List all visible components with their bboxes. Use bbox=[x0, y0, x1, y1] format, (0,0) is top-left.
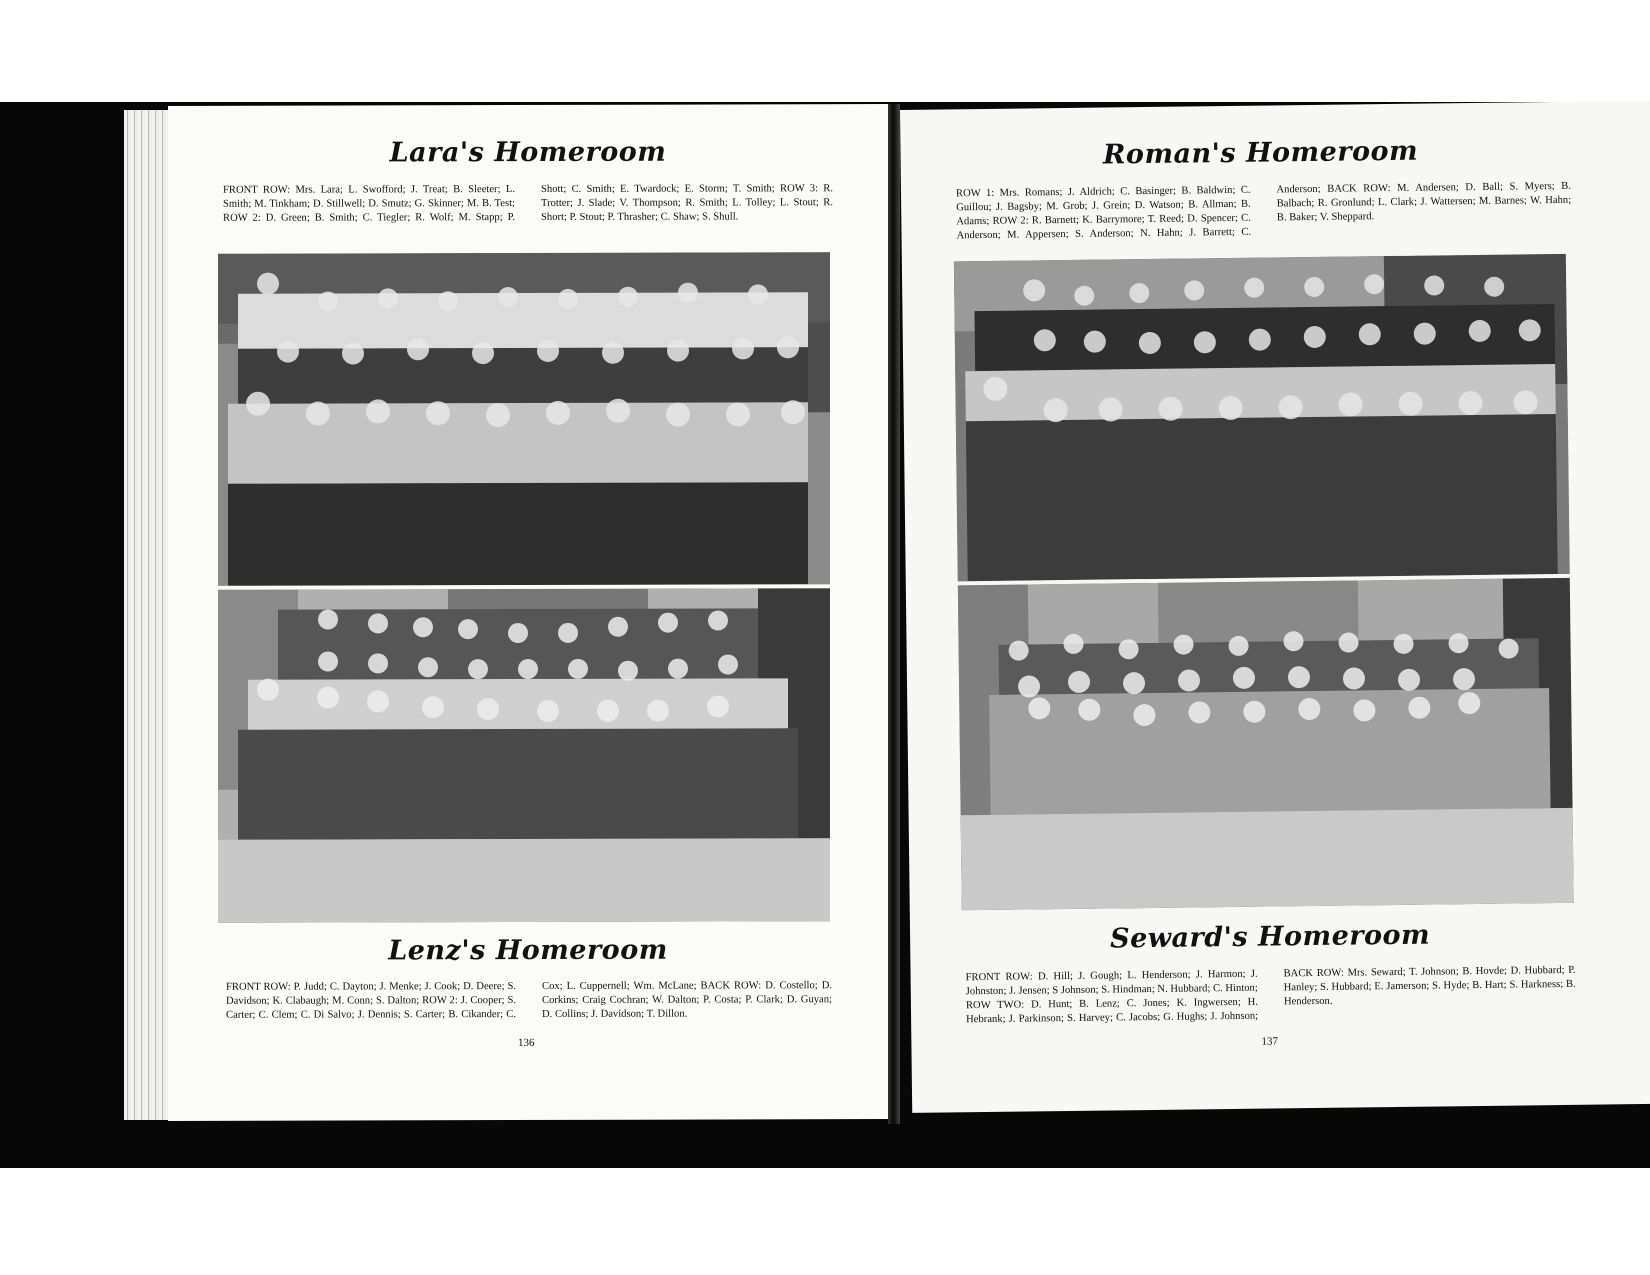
homeroom-roster: ROW 1: Mrs. Romans; J. Aldrich; C. Basinger; B. Baldwin; C. Guillou; J. Bagsby; M. Grob; J. Grein; D. Watson; B. Allman; B. Adams; ROW 2: R. Barnett; K. Barrymore; T. Reed; D. Spencer; C. Anderson; M. Appersen; S. Anderson; N. Hahn; J. Barrett; C. Anderson; BACK ROW: M. Andersen; D. Ball; S. Myers; B. Balbach; R. Gronlund; L. Clark; J. Wattersen; M. Barnes; W. Hahn; B. Baker; V. Sheppard. bbox=[955, 180, 1572, 242]
book-gutter bbox=[888, 104, 900, 1124]
homeroom-roster: FRONT ROW: P. Judd; C. Dayton; J. Menke; J. Cook; D. Deere; S. Davidson; K. Clabaugh; M. Conn; S. Dalton; ROW 2: J. Cooper; S. Carter; C. Clem; C. Di Salvo; J. Dennis; S. Carter; B. Cikander; C. Cox; L. Cuppernell; Wm. McLane; BACK ROW: D. Costello; D. Corkins; Craig Cochran; W. Dalton; P. Costa; P. Clark; D. Guyan; D. Collins; J. Davidson; T. Dillon. bbox=[226, 980, 832, 1021]
homeroom-heading: Lara's Homeroom bbox=[389, 136, 667, 169]
homeroom-heading: Seward's Homeroom bbox=[1109, 919, 1431, 955]
class-photo bbox=[218, 252, 830, 586]
homeroom-roster: FRONT ROW: Mrs. Lara; L. Swofford; J. Treat; B. Sleeter; L. Smith; M. Tinkham; D. Stillwell; D. Smutz; G. Skinner; M. B. Test; ROW 2: D. Green; B. Smith; C. Tiegler; R. Wolf; M. Stapp; P. Shott; C. Smith; E. Twardock; E. Storm; T. Smith; ROW 3: R. Trotter; J. Slade; V. Thompson; R. Smith; L. Tolley; L. Stout; R. Short; P. Stout; P. Thrasher; C. Shaw; S. Shull. bbox=[223, 183, 833, 224]
book-page-edges bbox=[124, 110, 170, 1120]
class-photo bbox=[958, 578, 1574, 910]
class-photo-graphic bbox=[218, 252, 830, 586]
class-photo-graphic bbox=[954, 254, 1570, 581]
page-number: 136 bbox=[518, 1036, 535, 1050]
homeroom-heading: Lenz's Homeroom bbox=[388, 934, 668, 967]
homeroom-heading: Roman's Homeroom bbox=[1102, 135, 1419, 171]
page-number: 137 bbox=[1261, 1035, 1278, 1048]
class-photo bbox=[218, 588, 830, 923]
class-photo-graphic bbox=[218, 588, 830, 923]
right-page bbox=[900, 101, 1650, 1113]
homeroom-roster: FRONT ROW: D. Hill; J. Gough; L. Henderson; J. Harmon; J. Johnston; J. Jensen; S Johnson; S. Hindman; N. Hubbard; C. Hinton; ROW TWO: D. Hunt; B. Lenz; C. Jones; K. Ingwersen; H. Hebrank; J. Parkinson; S. Harvey; C. Jacobs; G. Hughs; J. Johnson; BACK ROW: Mrs. Seward; T. Johnson; B. Hovde; D. Hubbard; P. Hanley; S. Hubbard; E. Jamerson; S. Hyde; B. Hart; S. Harkness; B. Henderson. bbox=[965, 964, 1576, 1026]
class-photo-graphic bbox=[958, 578, 1574, 910]
left-page bbox=[168, 104, 888, 1121]
class-photo bbox=[954, 254, 1570, 581]
